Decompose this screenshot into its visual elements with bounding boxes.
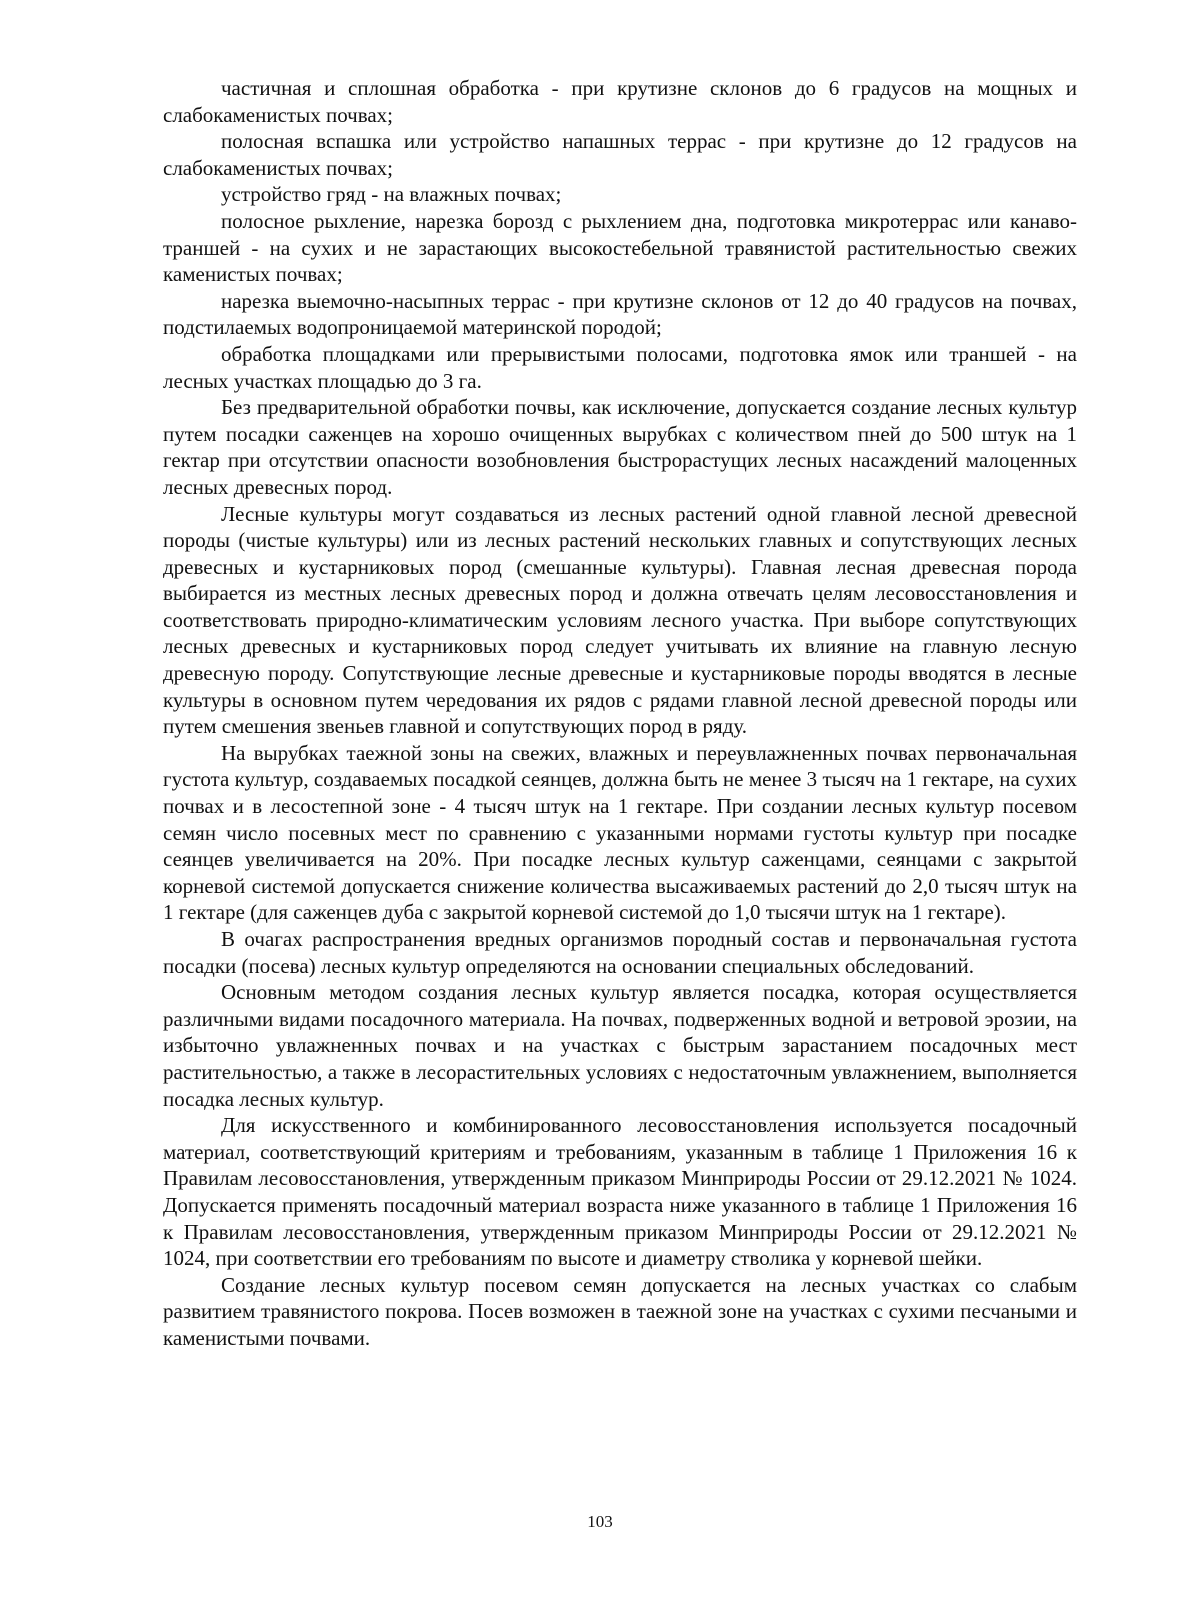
- paragraph-strip-loosening: полосное рыхление, нарезка борозд с рыхлением дна, подготовка микротеррас или канаво-траншей - на сухих и не зарастающих высокостебельной травянистой растительностью свежих каменистых почвах;: [163, 208, 1077, 287]
- paragraph-pest-foci: В очагах распространения вредных организмов породный состав и первоначальная густота посадки (посева) лесных культур определяются на основании специальных обследований.: [163, 927, 1077, 978]
- paragraph-species-composition: Лесные культуры могут создаваться из лесных растений одной главной лесной древесной породы (чистые культуры) или из лесных растений нескольких главных и сопутствующих лесных древесных и кустарниковых пород (смешанные культуры). Главная лесная древесная порода выбирается из местных лесных древесных пород и должна отвечать целям лесовосстановления и соответствовать природно-климатическим условиям лесного участка. При выборе сопутствующих лесных древесных и кустарниковых пород следует учитывать их влияние на главную лесную древесную породу. Сопутствующие лесные древесные и кустарниковые породы вводятся в лесные культуры в основном путем чередования их рядов с рядами главной лесной древесной породы или путем смешения звеньев главной и сопутствующих пород в ряду.: [163, 501, 1077, 739]
- document-body: [163, 75, 1077, 1352]
- paragraph-planting-method: Основным методом создания лесных культур является посадка, которая осуществляется различными видами посадочного материала. На почвах, подверженных водной и ветровой эрозии, на избыточно увлажненных почвах и на участках с быстрым зарастанием посадочных мест растительностью, а также в лесорастительных условиях с недостаточным увлажнением, выполняется посадка лесных культур.: [163, 980, 1077, 1111]
- paragraph-no-treatment: Без предварительной обработки почвы, как исключение, допускается создание лесных культур путем посадки саженцев на хорошо очищенных вырубках с количеством пней до 500 штук на 1 гектар при отсутствии опасности возобновления быстрорастущих лесных насаждений малоценных лесных древесных пород.: [163, 395, 1077, 499]
- paragraph-planting-density: На вырубках таежной зоны на свежих, влажных и переувлажненных почвах первоначальная густота культур, создаваемых посадкой сеянцев, должна быть не менее 3 тысяч на 1 гектаре, на сухих почвах и в лесостепной зоне - 4 тысяч штук на 1 гектаре. При создании лесных культур посевом семян число посевных мест по сравнению с указанными нормами густоты культур при посадке сеянцев увеличивается на 20%. При посадке лесных культур саженцами, сеянцами с закрытой корневой системой допускается снижение количества высаживаемых растений до 2,0 тысяч штук на 1 гектаре (для саженцев дуба с закрытой корневой системой до 1,0 тысячи штук на 1 гектаре).: [163, 740, 1077, 925]
- paragraph-ridges: устройство гряд - на влажных почвах;: [221, 182, 562, 207]
- paragraph-planting-material: Для искусственного и комбинированного лесовосстановления используется посадочный материал, соответствующий критериям и требованиям, указанным в таблице 1 Приложения 16 к Правилам лесовосстановления, утвержденным приказом Минприроды России от 29.12.2021 № 1024. Допускается применять посадочный материал возраста ниже указанного в таблице 1 Приложения 16 к Правилам лесовосстановления, утвержденным приказом Минприроды России от 29.12.2021 № 1024, при соответствии его требованиям по высоте и диаметру стволика у корневой шейки.: [163, 1113, 1077, 1271]
- paragraph-continuous-treatment: частичная и сплошная обработка - при крутизне склонов до 6 градусов на мощных и слабокаменистых почвах;: [163, 76, 1077, 127]
- paragraph-strip-plowing: полосная вспашка или устройство напашных террас - при крутизне до 12 градусов на слабокаменистых почвах;: [163, 129, 1077, 180]
- paragraph-sowing: Создание лесных культур посевом семян допускается на лесных участках со слабым развитием травянистого покрова. Посев возможен в таежной зоне на участках с сухими песчаными и каменистыми почвами.: [163, 1272, 1077, 1350]
- page-number: 103: [587, 1512, 613, 1531]
- paragraph-terraces: нарезка выемочно-насыпных террас - при крутизне склонов от 12 до 40 градусов на почвах, подстилаемых водопроницаемой материнской породой;: [163, 288, 1077, 340]
- paragraph-patches: обработка площадками или прерывистыми полосами, подготовка ямок или траншей - на лесных участках площадью до 3 га.: [163, 341, 1077, 393]
